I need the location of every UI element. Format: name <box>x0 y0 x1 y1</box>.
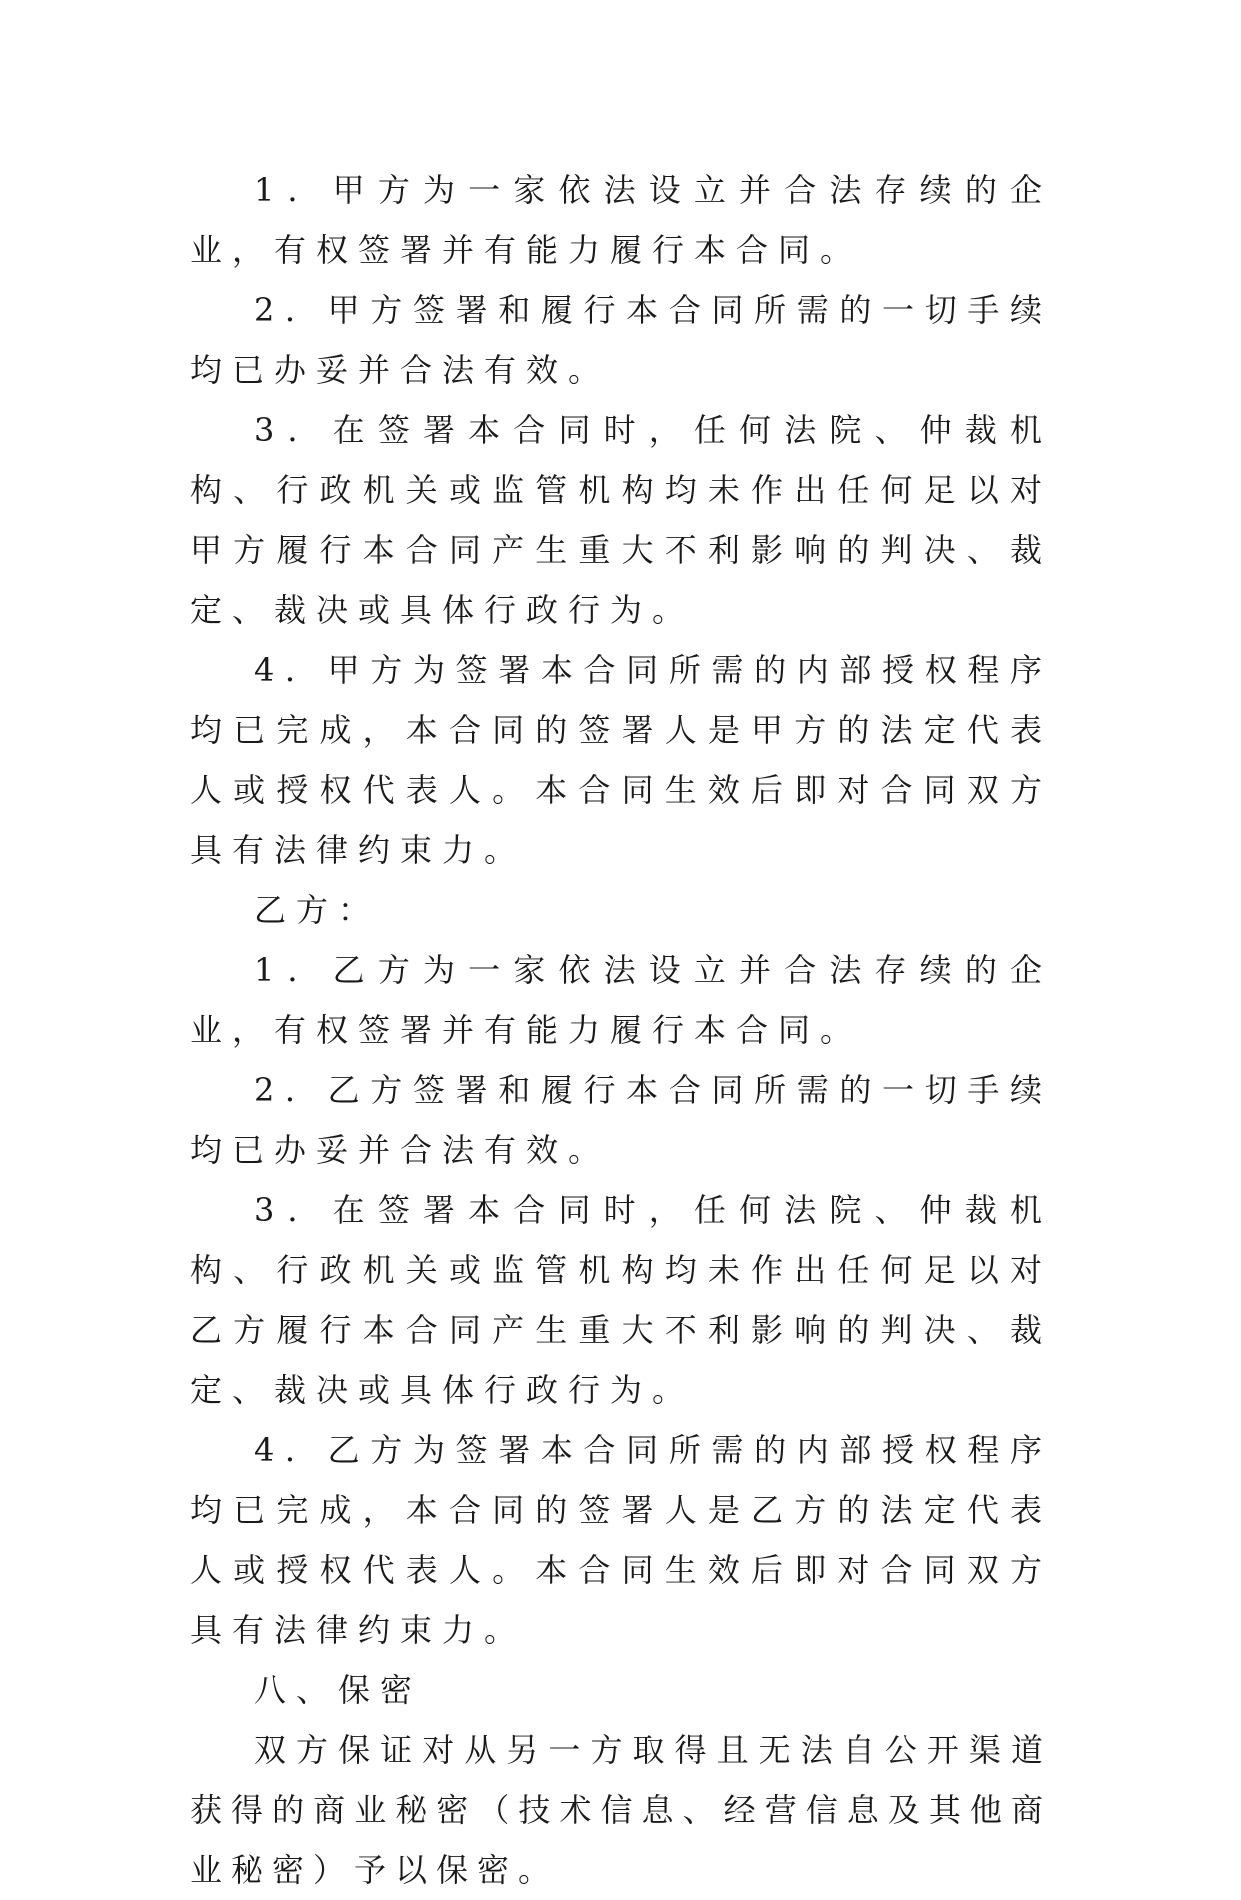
paragraph-party-b-1: 1．乙方为一家依法设立并合法存续的企业，有权签署并有能力履行本合同。 <box>190 951 1052 1049</box>
paragraph-party-a-3: 3．在签署本合同时，任何法院、仲裁机构、行政机关或监管机构均未作出任何足以对甲方履行本合同产生重大不利影响的判决、裁定、裁决或具体行政行为。 <box>190 411 1052 629</box>
paragraph-party-b-4: 4．乙方为签署本合同所需的内部授权程序均已完成，本合同的签署人是乙方的法定代表人或授权代表人。本合同生效后即对合同双方具有法律约束力。 <box>190 1431 1052 1649</box>
paragraph-party-b-2: 2．乙方签署和履行本合同所需的一切手续均已办妥并合法有效。 <box>190 1071 1052 1169</box>
document-page <box>190 160 1052 1900</box>
paragraph-party-a-2: 2．甲方签署和履行本合同所需的一切手续均已办妥并合法有效。 <box>190 291 1052 389</box>
paragraph-confidentiality: 双方保证对从另一方取得且无法自公开渠道获得的商业秘密（技术信息、经营信息及其他商业秘密）予以保密。 <box>190 1731 1052 1889</box>
paragraph-party-a-4: 4．甲方为签署本合同所需的内部授权程序均已完成，本合同的签署人是甲方的法定代表人或授权代表人。本合同生效后即对合同双方具有法律约束力。 <box>190 651 1052 869</box>
heading-party-b: 乙方： <box>254 891 381 929</box>
paragraph-party-a-1: 1．甲方为一家依法设立并合法存续的企业，有权签署并有能力履行本合同。 <box>190 171 1052 269</box>
section-heading-confidentiality: 八、保密 <box>254 1671 423 1709</box>
paragraph-party-b-3: 3．在签署本合同时，任何法院、仲裁机构、行政机关或监管机构均未作出任何足以对乙方履行本合同产生重大不利影响的判决、裁定、裁决或具体行政行为。 <box>190 1191 1052 1409</box>
